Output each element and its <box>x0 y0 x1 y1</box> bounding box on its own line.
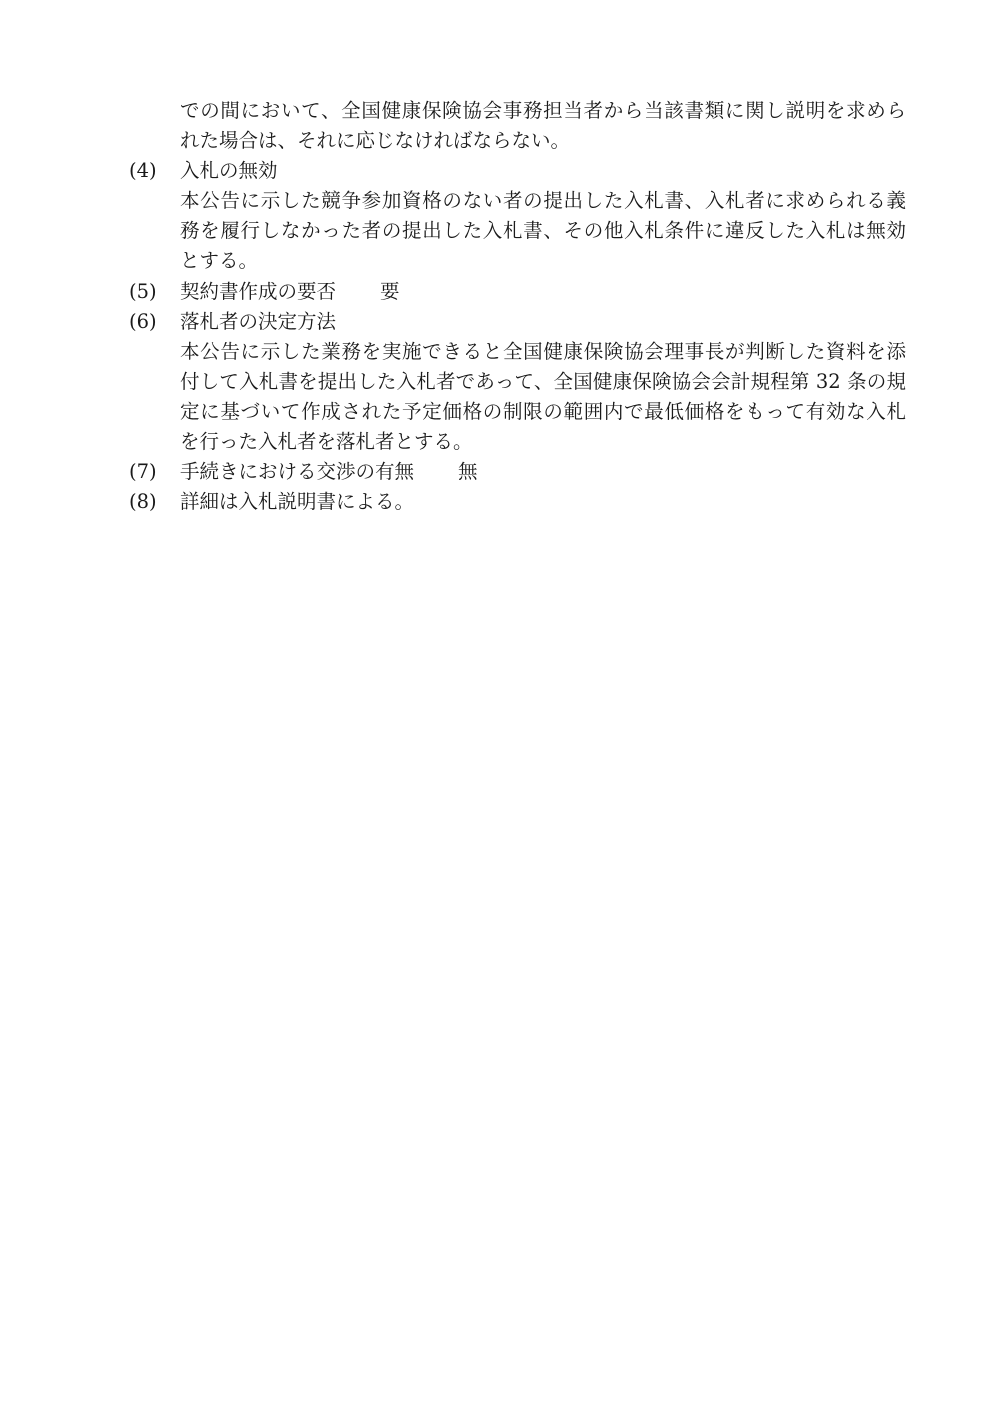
item-4-body-line-2: 務を履行しなかった者の提出した入札書、その他入札条件に違反した入札は無効 <box>180 219 906 242</box>
item-number-7: (7) <box>129 460 157 483</box>
item-row-7 <box>180 457 478 487</box>
item-heading-4: 入札の無効 <box>180 159 278 182</box>
continuation-line-2: れた場合は、それに応じなければならない。 <box>180 129 571 152</box>
item-number-8: (8) <box>129 490 157 513</box>
item-value-5: 要 <box>380 280 400 303</box>
item-6-body-line-2: 付して入札書を提出した入札者であって、全国健康保険協会会計規程第 32 条の規 <box>180 370 906 393</box>
item-number-4: (4) <box>129 159 157 182</box>
continuation-line-1: での間において、全国健康保険協会事務担当者から当該書類に関し説明を求めら <box>180 99 906 122</box>
item-6-body-line-4: を行った入札者を落札者とする。 <box>180 430 473 453</box>
item-heading-7: 手続きにおける交渉の有無 <box>180 460 415 483</box>
item-6-body-line-3: 定に基づいて作成された予定価格の制限の範囲内で最低価格をもって有効な入札 <box>180 400 906 423</box>
item-value-7: 無 <box>458 460 478 483</box>
item-6-body-line-1: 本公告に示した業務を実施できると全国健康保険協会理事長が判断した資料を添 <box>180 340 906 363</box>
item-number-5: (5) <box>129 280 157 303</box>
item-heading-6: 落札者の決定方法 <box>180 310 337 333</box>
item-heading-5: 契約書作成の要否 <box>180 280 337 303</box>
item-number-6: (6) <box>129 310 157 333</box>
item-4-body-line-1: 本公告に示した競争参加資格のない者の提出した入札書、入札者に求められる義 <box>180 189 906 212</box>
item-heading-8: 詳細は入札説明書による。 <box>180 490 415 513</box>
item-row-5 <box>180 277 400 307</box>
item-4-body-line-3: とする。 <box>180 249 259 272</box>
